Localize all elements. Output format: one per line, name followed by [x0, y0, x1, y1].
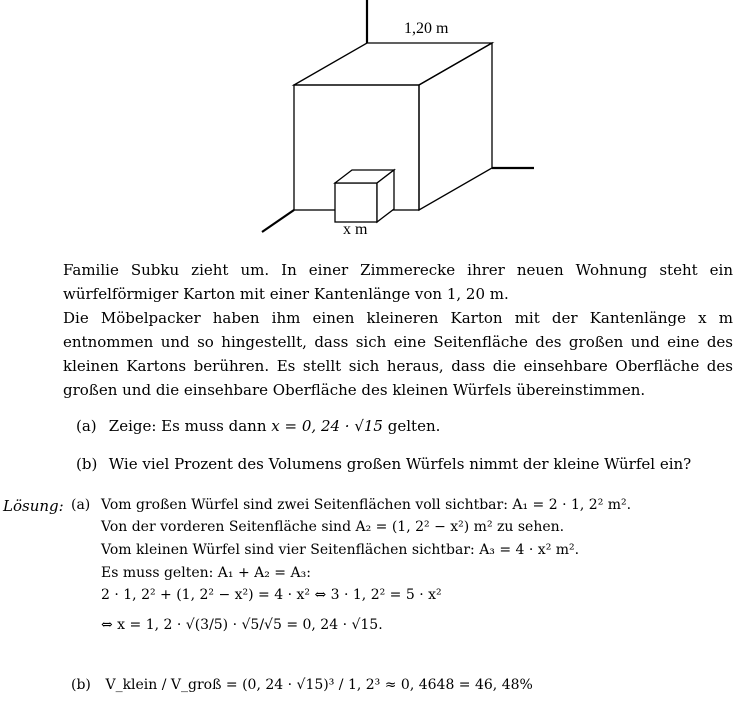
- solution-a-line-2: Von der vorderen Seitenfläche sind A₂ = (1, 2² − x²) m² zu sehen.: [101, 519, 565, 535]
- solution-a-line-5: 2 · 1, 2² + (1, 2² − x²) = 4 · x² ⇔ 3 · 1, 2² = 5 · x²: [101, 587, 442, 603]
- task-b-text: Wie viel Prozent des Volumens großen Würfels nimmt der kleine Würfel ein?: [108, 455, 692, 473]
- problem-paragraph-2: Die Möbelpacker haben ihm einen kleineren Karton mit der Kantenlänge x m entnommen und so hingestellt, dass sich eine Seitenfläche des großen und eine des kleinen Kartons berühren. Es stellt sich heraus, dass die einsehbare Oberfläche des großen und die einsehbare Oberfläche des kleinen Würfels übereinstimmen.: [63, 309, 733, 399]
- cube-drawing: [0, 0, 733, 245]
- solution-a-label-row: [71, 497, 101, 513]
- task-a-label: (a): [76, 417, 97, 435]
- big-cube-side: [419, 43, 492, 210]
- cube-figure: [0, 0, 733, 245]
- small-edge-label: x m: [343, 221, 368, 238]
- solution-a-line-3: Vom kleinen Würfel sind vier Seitenflächen sichtbar: A₃ = 4 · x² m².: [101, 542, 580, 558]
- problem-text: [63, 258, 733, 402]
- small-cube-front: [335, 183, 377, 222]
- big-cube-top: [294, 43, 492, 85]
- solution-b-formula: V_klein / V_groß = (0, 24 · √15)³ / 1, 2³ ≈ 0, 4648 = 46, 48%: [105, 677, 533, 693]
- solution-label: Lösung:: [3, 497, 64, 515]
- problem-paragraph-1: Familie Subku zieht um. In einer Zimmerecke ihrer neuen Wohnung steht ein würfelförmiger Karton mit einer Kantenlänge von 1, 20 m.: [63, 261, 733, 303]
- solution-a-line-1: Vom großen Würfel sind zwei Seitenflächen voll sichtbar: A₁ = 2 · 1, 2² m².: [101, 497, 632, 513]
- solution-b-row: [71, 677, 533, 693]
- big-edge-label: 1,20 m: [404, 20, 449, 37]
- task-b-label: (b): [76, 455, 98, 473]
- task-a-prefix: Zeige: Es muss dann: [108, 417, 267, 435]
- solution-a-line-4: Es muss gelten: A₁ + A₂ = A₃:: [101, 565, 311, 581]
- solution-a-label: (a): [71, 497, 91, 513]
- solution-a-line-6: ⇔ x = 1, 2 · √(3/5) · √5/√5 = 0, 24 · √15.: [101, 617, 383, 633]
- room-corner-left: [262, 210, 294, 232]
- solution-b-label: (b): [71, 677, 91, 693]
- task-a-suffix: gelten.: [387, 417, 441, 435]
- task-a: [76, 417, 440, 435]
- task-a-formula: x = 0, 24 · √15: [271, 417, 383, 435]
- task-b: [76, 455, 691, 473]
